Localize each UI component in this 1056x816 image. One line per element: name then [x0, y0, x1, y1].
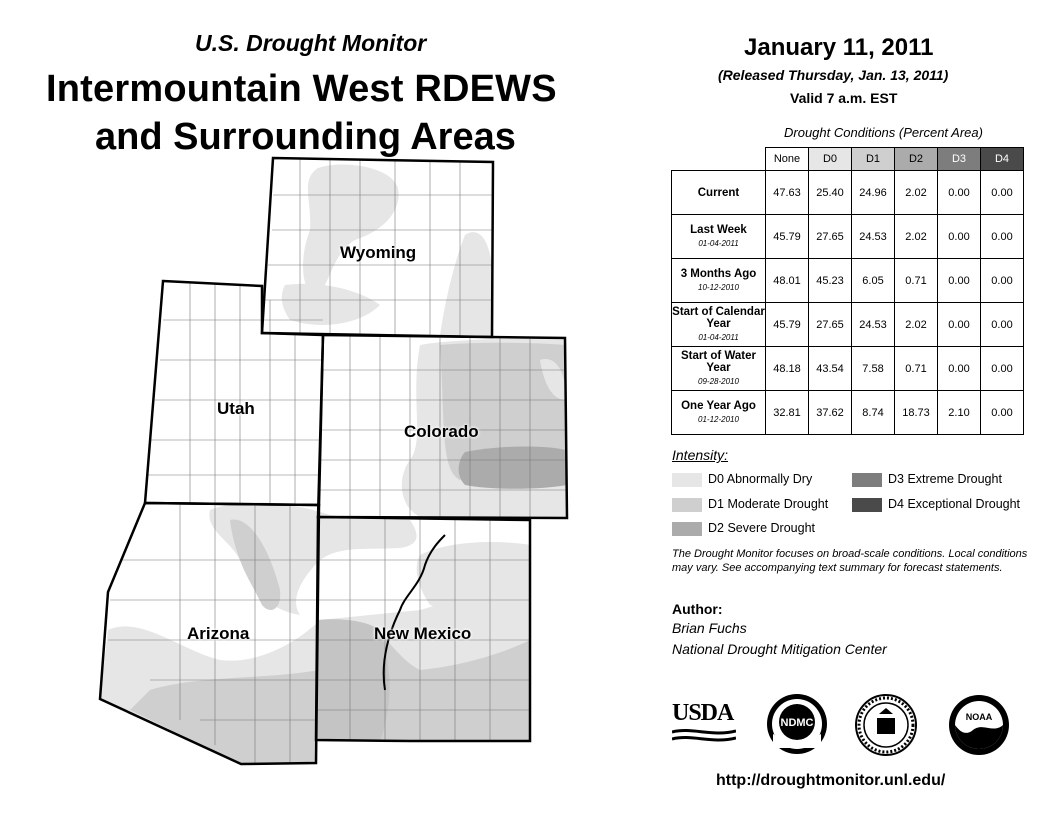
state-label-wyoming: Wyoming	[340, 243, 417, 262]
table-cell: 45.79	[766, 215, 809, 259]
legend-heading: Intensity:	[672, 447, 729, 463]
valid-time: Valid 7 a.m. EST	[790, 90, 898, 106]
table-cell: 0.00	[938, 347, 981, 391]
table-row	[672, 215, 1024, 259]
table-cell: 0.71	[895, 347, 938, 391]
legend-swatch-d4	[852, 498, 882, 512]
table-row	[672, 303, 1024, 347]
table-cell: 0.71	[895, 259, 938, 303]
row-label-text: Last Week	[690, 223, 747, 236]
row-label	[672, 391, 766, 435]
row-label-text: Start of Water Year	[681, 349, 756, 374]
row-date: 01-04-2011	[698, 332, 739, 342]
row-date: 01-12-2010	[698, 414, 739, 424]
ndmc-logo	[765, 692, 830, 757]
author-org: National Drought Mitigation Center	[672, 641, 887, 657]
table-cell: 0.00	[938, 259, 981, 303]
table-row	[672, 347, 1024, 391]
table-cell: 0.00	[981, 347, 1024, 391]
row-label	[672, 347, 766, 391]
legend-label: D2 Severe Drought	[708, 521, 816, 535]
legend-swatch-d1	[672, 498, 702, 512]
table-cell: 27.65	[809, 215, 852, 259]
drought-map	[0, 150, 600, 790]
table-cell: 45.79	[766, 303, 809, 347]
table-row	[672, 391, 1024, 435]
legend-item-d1	[672, 497, 828, 512]
usda-logo-waves	[672, 727, 736, 745]
map-subtitle: U.S. Drought Monitor	[195, 30, 427, 56]
column-header: D1	[852, 148, 895, 171]
legend-item-d2	[672, 521, 815, 536]
noaa-logo	[948, 694, 1010, 756]
legend-swatch-d2	[672, 522, 702, 536]
table-cell: 48.01	[766, 259, 809, 303]
table-cell: 0.00	[981, 391, 1024, 435]
table-cell: 18.73	[895, 391, 938, 435]
table-cell: 25.40	[809, 171, 852, 215]
table-cell: 7.58	[852, 347, 895, 391]
row-label-text: Current	[697, 186, 740, 199]
table-cell: 0.00	[981, 259, 1024, 303]
table-cell: 43.54	[809, 347, 852, 391]
author-heading: Author:	[672, 601, 723, 617]
legend-item-d0	[672, 472, 812, 487]
legend-label: D3 Extreme Drought	[888, 472, 1002, 486]
disclaimer-note: The Drought Monitor focuses on broad-scale conditions. Local conditions may vary. See accompanying text summary for forecast statements.	[672, 548, 1028, 574]
table-cell: 2.02	[895, 303, 938, 347]
table-cell: 24.96	[852, 171, 895, 215]
table-cell: 37.62	[809, 391, 852, 435]
ndmc-logo-text: NDMC	[780, 717, 814, 729]
map-title-line1: Intermountain West RDEWS	[46, 68, 557, 110]
usda-logo-text: USDA	[672, 700, 734, 726]
row-label	[672, 303, 766, 347]
map-date: January 11, 2011	[744, 34, 934, 61]
table-header-row	[672, 148, 1024, 171]
release-date: (Released Thursday, Jan. 13, 2011)	[718, 67, 949, 83]
row-label	[672, 171, 766, 215]
legend-label: D0 Abnormally Dry	[708, 472, 813, 486]
author-name: Brian Fuchs	[672, 620, 747, 636]
table-cell: 45.23	[809, 259, 852, 303]
row-date: 09-28-2010	[698, 376, 739, 386]
legend-label: D1 Moderate Drought	[708, 497, 829, 511]
table-cell: 48.18	[766, 347, 809, 391]
row-label-text: One Year Ago	[681, 399, 756, 412]
state-label-new-mexico: New Mexico	[374, 624, 472, 643]
table-cell: 0.00	[938, 303, 981, 347]
legend-swatch-d0	[672, 473, 702, 487]
table-cell: 0.00	[981, 171, 1024, 215]
column-header: D3	[938, 148, 981, 171]
legend-item-d4	[852, 497, 1020, 512]
column-header: None	[766, 148, 809, 171]
table-cell: 24.53	[852, 215, 895, 259]
column-header: D2	[895, 148, 938, 171]
table-cell: 0.00	[938, 215, 981, 259]
table-cell: 32.81	[766, 391, 809, 435]
row-date: 01-04-2011	[698, 238, 739, 248]
row-label	[672, 215, 766, 259]
column-header: D4	[981, 148, 1024, 171]
legend-item-d3	[852, 472, 1002, 487]
table-cell: 8.74	[852, 391, 895, 435]
row-label-text: Start of Calendar Year	[672, 305, 765, 330]
table-caption: Drought Conditions (Percent Area)	[784, 125, 983, 140]
row-label-text: 3 Months Ago	[680, 267, 757, 280]
table-cell: 2.02	[895, 215, 938, 259]
table-row	[672, 171, 1024, 215]
table-corner	[672, 148, 766, 171]
drought-monitor-link[interactable]: http://droughtmonitor.unl.edu/	[716, 772, 946, 789]
state-label-utah: Utah	[217, 399, 255, 418]
column-header: D0	[809, 148, 852, 171]
drought-conditions-table	[671, 147, 1024, 435]
noaa-logo-text: NOAA	[965, 712, 993, 722]
department-of-commerce-seal	[855, 694, 917, 756]
state-label-arizona: Arizona	[187, 624, 250, 643]
table-cell: 0.00	[981, 215, 1024, 259]
table-cell: 47.63	[766, 171, 809, 215]
table-cell: 0.00	[938, 171, 981, 215]
table-cell: 0.00	[981, 303, 1024, 347]
usda-logo	[672, 700, 736, 750]
table-cell: 2.02	[895, 171, 938, 215]
table-cell: 6.05	[852, 259, 895, 303]
legend-swatch-d3	[852, 473, 882, 487]
table-cell: 2.10	[938, 391, 981, 435]
table-row	[672, 259, 1024, 303]
table-cell: 27.65	[809, 303, 852, 347]
map-title-line2: and Surrounding Areas	[95, 116, 516, 158]
legend-label: D4 Exceptional Drought	[888, 497, 1021, 511]
row-date: 10-12-2010	[698, 282, 739, 292]
table-cell: 24.53	[852, 303, 895, 347]
state-label-colorado: Colorado	[404, 422, 479, 441]
row-label	[672, 259, 766, 303]
